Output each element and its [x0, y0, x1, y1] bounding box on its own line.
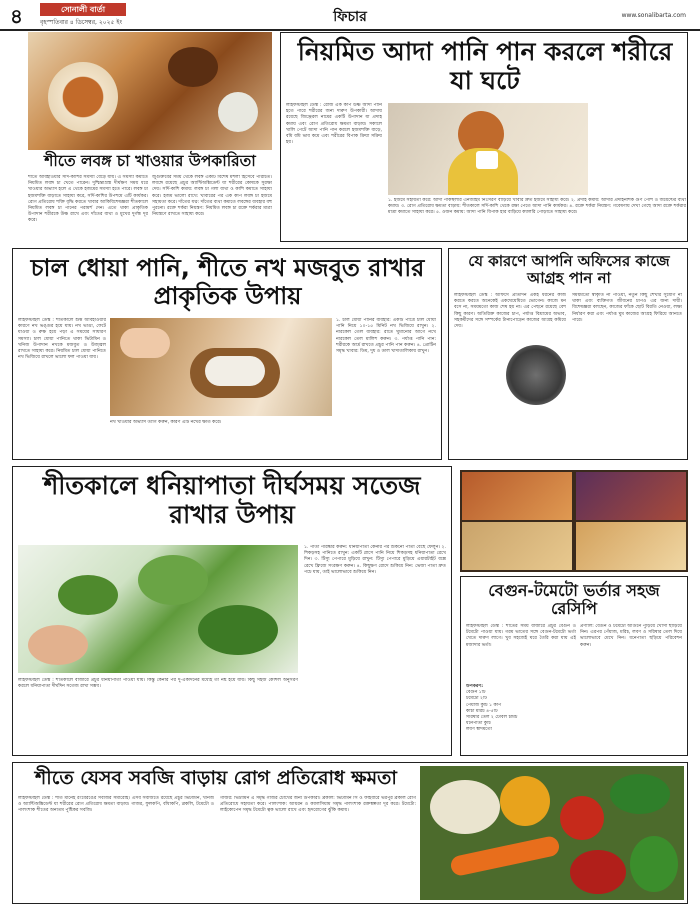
coriander-body: লাইফস্টাইল ডেস্ক : শীতকালে বাজারে প্রচুর ধনিয়াপাতা পাওয়া যায়। কিন্তু কেনার পর দু-একদিনের মধ্যেই তা নষ্ট হয়ে যায়। কিছু সহজ কৌশল অনুসরণ করলে ধনিয়াপাতা দীর্ঘদিন সতেজ রাখা সম্ভব। — [18, 678, 298, 690]
recipe-headline: বেগুন-টমেটো ভর্তার সহজ রেসিপি — [488, 581, 660, 619]
clove-tea-body-cont: জুগুক্তবের সময় থেকে লবঙ্গ একটি বিশেষ মশলা হিসেবে পরিচিত। লবঙ্গে রয়েছে প্রচুর অ্যান্টিঅক্সিডেন্ট যা শরীরের কোষকে সুরক্ষা দেয়। সর্দি-কাশি কমায়: লবঙ্গ চা গলা ব্যথা ও কাশি কমাতে সাহায্য করে। হজম ভালো রাখে: খাবারের পর এক কাপ লবঙ্গ চা হজমে সহায়তা করে। দাঁতের যত্ন: দাঁতের ব্যথা কমাতে লবঙ্গের ব্যবহার বহু পুরনো। রক্তে শর্করা নিয়ন্ত্রণ: নিয়মিত লবঙ্গ চা রক্তে শর্করার মাত্রা নিয়ন্ত্রণে রাখতে সাহায্য করে। — [152, 175, 272, 218]
coriander-headline: শীতকালে ধনিয়াপাতা দীর্ঘসময় সতেজ রাখার উপায় — [43, 471, 421, 529]
ingredient-item: লবণ স্বাদমতো — [466, 727, 492, 733]
office-body: লাইফস্টাইল ডেস্ক : অফিসে প্রতিদিন একই ধরনের কাজ করতে করতে অনেকেই একঘেয়েমিতে ভোগেন। কাজে মন বসে না, সময়মতো কাজ শেষ হয় না। এর পেছনে রয়েছে বেশ কিছু কারণ। অতিরিক্ত কাজের চাপ, পর্যাপ্ত বিশ্রামের অভাব, সহকর্মীদের সঙ্গে সম্পর্কের টানাপোড়েন কাজের আগ্রহ কমিয়ে দেয়। — [454, 293, 566, 330]
ginger-body-cont: ১. হজমে সহায়তা করে: আদা পাকস্থলীর এনজাইম নিঃসরণ বাড়িয়ে খাবার দ্রুত হজমে সাহায্য করে। ২. প্রদাহ কমায়: আদার প্রদাহনাশক গুণ পেশি ও জয়েন্টের ব্যথা কমায়। ৩. রোগ প্রতিরোধ ক্ষমতা বাড়ায়: শীতকালে সর্দি-কাশি থেকে রক্ষা পেতে আদা পানি কার্যকর। ৪. রক্তে শর্করা নিয়ন্ত্রণ: গবেষণায় দেখা গেছে আদা রক্তে শর্করার মাত্রা কমাতে সাহায্য করে। ৫. ওজন কমায়: আদা পানি বিপাক হার বাড়িয়ে ক্যালরি পোড়াতে সাহায্য করে। — [388, 198, 686, 216]
vegetables-body-cont: গাজর: ভিটামিন এ সমৃদ্ধ গাজর চোখের জন্য উপকারী। ব্রকলি: ভিটামিন সি ও ফাইবারে ভরপুর ব্রকলি রোগ প্রতিরোধে সহায়তা করে। পালংশাক: আয়রন ও ক্যালসিয়াম সমৃদ্ধ পালংশাক রক্তস্বল্পতা দূর করে। টমেটো: লাইকোপেন সমৃদ্ধ টমেটো ত্বক ভালো রাখে এবং হৃদরোগের ঝুঁকি কমায়। — [220, 796, 416, 814]
coriander-leaves-photo — [18, 545, 298, 673]
ingredient-item: পেঁয়াজ কুচি ১ কাপ — [466, 702, 502, 708]
recipe-ingredients — [466, 684, 576, 734]
clove-tea-headline: শীতে লবঙ্গ চা খাওয়ার উপকারিতা — [44, 152, 256, 170]
vegetables-headline: শীতে যেসব সবজি বাড়ায় রোগ প্রতিরোধ ক্ষমতা — [35, 767, 397, 789]
rice-water-nails-photo — [110, 318, 332, 416]
website: www.sonalibarta.com — [621, 12, 686, 19]
ingredient-item: সরিষার তেল ২ টেবিল চামচ — [466, 715, 518, 721]
office-headline: যে কারণে আপনি অফিসের কাজে আগ্রহ পান না — [468, 252, 670, 288]
coriander-body-cont: ১. পাতা পরিষ্কার করুন: ধনিয়াপাতা কেনার পর শুকনো পাতা বেছে ফেলুন। ২. শিকড়সহ পানিতে রাখুন: একটি গ্লাসে পানি নিয়ে শিকড়সহ ধনিয়াপাতা রেখে দিন। ৩. টিস্যু পেপারে মুড়িয়ে রাখুন: টিস্যু পেপারে মুড়িয়ে এয়ারটাইট বক্সে রেখে ফ্রিজে সংরক্ষণ করুন। ৪. কিছুক্ষণ রোদে শুকিয়ে নিন: ভেজা পাতা দ্রুত পচে যায়, তাই ভালোভাবে শুকিয়ে নিন। — [304, 545, 446, 575]
nails-body-cont: ১. চাল ধোয়া পানির ব্যবহার: একটি পাত্রে চাল ধোয়া পানি নিয়ে ১০-১৫ মিনিট নখ ভিজিয়ে রাখুন। ২. নারকেল তেল ব্যবহার: রাতে ঘুমানোর আগে নখে নারকেল তেল মালিশ করুন। ৩. পর্যাপ্ত পানি পান: শরীরকে আর্দ্র রাখতে প্রচুর পানি পান করুন। ৪. প্রোটিন সমৃদ্ধ খাবার: ডিম, দুধ ও ডাল খাদ্যতালিকায় রাখুন। — [336, 318, 436, 355]
winter-vegetables-photo — [420, 766, 684, 900]
clove-tea-photo — [28, 32, 272, 150]
paper-name: সোনালী বার্তা — [40, 3, 126, 16]
ginger-body: লাইফস্টাইল ডেস্ক : রোজ এক কাপ উষ্ণ আদা পানি হতে পারে শরীরের জন্য দারুণ উপকারী। আদায় রয়েছে জিঞ্জেরল নামের একটি উপাদান যা প্রদাহ কমায় এবং রোগ প্রতিরোধ ক্ষমতা বাড়ায়। সকালে খালি পেটে আদা পানি পান করলে হজমশক্তি বাড়ে, বমি বমি ভাব কমে এবং শরীরের বিপাক ক্রিয়া সক্রিয় হয়। — [286, 103, 382, 146]
ginger-drink-photo — [388, 103, 588, 195]
office-body-cont: সময়মতো স্বীকৃতি না পাওয়া, নতুন কিছু শেখার সুযোগ না থাকা এবং ব্যক্তিগত জীবনের চাপও এর জন্য দায়ী। বিশেষজ্ঞরা বলছেন, কাজের ফাঁকে ছোট বিরতি নেওয়া, লক্ষ্য নির্ধারণ করা এবং পর্যাপ্ত ঘুম কাজের আগ্রহ ফিরিয়ে আনতে পারে। — [572, 293, 682, 323]
tired-office-worker-photo — [506, 345, 566, 405]
ingredient-item: বেগুন ১টি — [466, 690, 486, 696]
ingredient-item: টমেটো ২টি — [466, 696, 487, 702]
recipe-body: লাইফস্টাইল ডেস্ক : শীতের সময় বাজারে প্রচুর বেগুন ও টমেটো পাওয়া যায়। গরম ভাতের সঙ্গে বেগুন-টমেটো ভর্তা খেতে দারুণ লাগে। খুব সহজেই ঘরে তৈরি করা যায় এই মজাদার ভর্তা। — [466, 624, 576, 648]
masthead-divider — [0, 29, 700, 31]
recipe-method: প্রণালি: বেগুন ও টমেটো আগুনে পুড়িয়ে খোসা ছাড়িয়ে নিন। এরপর পেঁয়াজ, মরিচ, লবণ ও সরিষার তেল দিয়ে ভালোভাবে মেখে নিন। ধনেপাতা ছড়িয়ে পরিবেশন করুন। — [580, 624, 682, 648]
ingredient-item: কাঁচা মরিচ ৪-৫টি — [466, 708, 498, 714]
page-number: ৪ — [10, 4, 23, 28]
masthead — [0, 0, 700, 30]
clove-tea-body: শীতে আবহাওয়ার সর্দি-কাশির সমস্যা বেড়ে যায়। এ সমস্যা কমাতে নিয়মিত লবঙ্গ চা খেতে পারেন। দুশ্চিন্তাগ্রস্ত দীর্ঘক্ষণ সময় ধরে খাওয়ার অভ্যাস হলে এ থেকে হজমের সমস্যা হতে পারে। লবঙ্গ চা হজমশক্তি বাড়াতে সাহায্য করে, সর্দি-কাশির উপশমে এটি কার্যকর। রোগ প্রতিরোধ শক্তি বৃদ্ধি করতে খাবার আকিবিশেষজ্ঞরা শীতকালে নিয়মিত লবঙ্গ চা পানের পরামর্শ দেন। এতে থাকা প্রাকৃতিক উপাদান শরীরকে উষ্ণ রাখে এবং দাঁতের ব্যথা ও মুখের দুর্গন্ধ দূর করে। — [28, 175, 148, 224]
vegetables-body: লাইফস্টাইল ডেস্ক : শীত মানেই রংবেরঙের সবজির সমারোহ। এসব সবজিতে রয়েছে প্রচুর ভিটামিন, খনিজ ও অ্যান্টিঅক্সিডেন্ট যা শরীরের রোগ প্রতিরোধ ক্ষমতা বাড়ায়। গাজর, ফুলকপি, বাঁধাকপি, ব্রকলি, টমেটো ও পালংশাক শীতের অন্যতম পুষ্টিকর সবজি। — [18, 796, 214, 814]
ginger-sidebar-text — [594, 103, 684, 195]
ingredients-title: উপকরণ: — [466, 684, 484, 689]
ingredient-item: ধনেপাতা কুচি — [466, 721, 491, 727]
ginger-headline: নিয়মিত আদা পানি পান করলে শরীরে যা ঘটে — [297, 37, 673, 95]
eggplant-tomato-photo-grid — [460, 470, 688, 572]
date-line: বৃহস্পতিবার ৪ ডিসেম্বর, ২০২৫ ইং — [40, 19, 123, 26]
section-title: ফিচার — [333, 9, 367, 25]
nails-headline: চাল ধোয়া পানি, শীতে নখ মজবুত রাখার প্রাকৃতিক উপায় — [30, 254, 425, 310]
nails-caption: নখ খাওয়ার অভ্যাস ত্যাগ করুন, কারণ এটি নখের ক্ষতি করে। — [110, 420, 222, 425]
nails-body: লাইফস্টাইল ডেস্ক : শীতকালে শুষ্ক আবহাওয়ার কারণে নখ ভঙ্গুর হয়ে যায়। নখ ভাঙা, ফেটে যাওয়া ও রুক্ষ হয়ে পড়া এ সময়ের সাধারণ সমস্যা। চাল ধোয়া পানিতে থাকা ভিটামিন ও খনিজ উপাদান নখকে মজবুত ও উজ্জ্বল রাখতে সাহায্য করে। নিয়মিত চাল ধোয়া পানিতে নখ ভিজিয়ে রাখলে ভালো ফল পাওয়া যায়। — [18, 318, 106, 361]
